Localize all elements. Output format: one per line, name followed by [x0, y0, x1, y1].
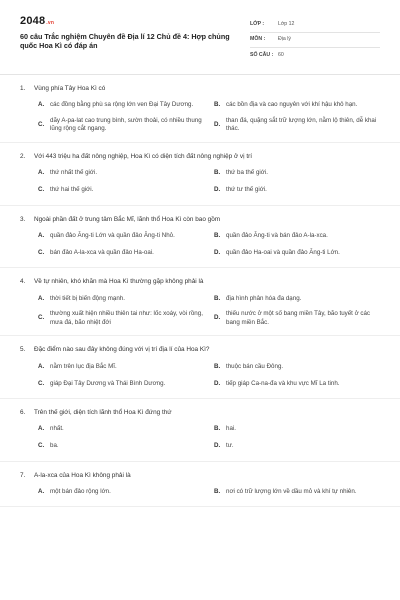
option-letter: D. [214, 186, 221, 194]
header-left [20, 14, 240, 72]
option-text: nằm trên lục địa Bắc Mĩ. [50, 362, 117, 370]
meta-value: 60 [278, 51, 284, 58]
option-text: quần đảo Ăng-ti và bán đảo A-la-xca. [226, 231, 328, 239]
option-letter: C. [38, 379, 45, 387]
answer-option[interactable] [38, 361, 204, 373]
answer-option[interactable] [214, 100, 380, 112]
option-letter: A. [38, 232, 45, 240]
answer-options [20, 230, 380, 259]
answer-option[interactable] [38, 378, 204, 390]
question-list [20, 75, 380, 507]
answer-option[interactable] [214, 486, 380, 498]
question-item [0, 336, 400, 399]
question-text: Đặc điểm nào sau đây không đúng với vị trí địa lí của Hoa Kì? [34, 346, 210, 354]
option-text: một bán đảo rộng lớn. [50, 487, 111, 495]
question-number: 1. [20, 85, 26, 92]
answer-option[interactable] [38, 117, 204, 134]
option-letter: A. [38, 294, 45, 302]
question-number: 7. [20, 471, 26, 479]
option-letter: A. [38, 425, 45, 433]
meta-key: MÔN : [250, 36, 266, 43]
option-text: tư. [226, 442, 234, 450]
question-text: Ngoài phần đất ở trung tâm Bắc Mĩ, lãnh thổ Hoa Kì còn bao gồm [34, 215, 221, 223]
question-text: Trên thế giới, diện tích lãnh thổ Hoa Kì đứng thứ [34, 408, 172, 416]
question-stem [20, 472, 380, 481]
option-letter: B. [214, 487, 221, 495]
question-item [0, 399, 400, 462]
question-stem [20, 153, 380, 162]
answer-option[interactable] [214, 230, 380, 242]
meta-row [250, 18, 380, 33]
option-text: nhất. [50, 425, 64, 433]
answer-options [20, 486, 380, 498]
option-letter: B. [214, 169, 221, 177]
question-stem [20, 85, 380, 94]
option-letter: D. [214, 442, 221, 450]
question-number: 5. [20, 346, 26, 354]
question-text: Vùng phía Tây Hoa Kì có [34, 85, 106, 92]
option-text: thứ ba thế giới. [226, 169, 268, 177]
option-text: bán đảo A-la-xca và quần đảo Ha-oai. [50, 248, 154, 256]
answer-option[interactable] [214, 441, 380, 453]
question-number: 3. [20, 215, 26, 223]
answer-option[interactable] [38, 230, 204, 242]
answer-option[interactable] [214, 117, 380, 134]
option-text: thiếu nước ở một số bang miền Tây, bão tuyết ở các bang miền Bắc. [226, 309, 371, 326]
answer-option[interactable] [38, 247, 204, 259]
option-text: giáp Đại Tây Dương và Thái Bình Dương. [50, 379, 166, 387]
answer-option[interactable] [38, 100, 204, 112]
answer-option[interactable] [38, 441, 204, 453]
option-letter: B. [214, 101, 221, 109]
option-text: các đồng bằng phù sa rộng lớn ven Đại Tây Dương. [50, 101, 194, 109]
logo-suffix: .vn [46, 20, 55, 26]
answer-option[interactable] [38, 424, 204, 436]
option-text: quần đảo Ăng-ti Lớn và quần đảo Ăng-ti Nhỏ. [50, 231, 175, 239]
answer-options [20, 424, 380, 453]
meta-key: SỐ CÂU : [250, 51, 274, 58]
question-stem [20, 278, 380, 287]
option-text: thứ tư thế giới. [226, 186, 267, 194]
option-text: tiếp giáp Ca-na-đa và khu vực Mĩ La tinh. [226, 379, 340, 387]
question-stem [20, 216, 380, 225]
option-text: thứ hai thế giới. [50, 186, 94, 194]
option-letter: D. [214, 379, 221, 387]
document-meta [250, 18, 380, 72]
document-header [20, 14, 380, 72]
answer-options [20, 168, 380, 197]
option-letter: B. [214, 294, 221, 302]
answer-option[interactable] [214, 168, 380, 180]
option-text: dãy A-pa-lat cao trung bình, sườn thoải, có nhiều thung lũng rộng cắt ngang. [50, 116, 202, 133]
option-text: thời tiết bị biến động mạnh. [50, 294, 125, 302]
question-number: 4. [20, 278, 26, 286]
option-letter: D. [214, 314, 221, 322]
option-text: nơi có trữ lượng lớn về dầu mỏ và khí tự nhiên. [226, 487, 357, 495]
answer-options [20, 293, 380, 327]
answer-option[interactable] [38, 185, 204, 197]
option-letter: A. [38, 169, 45, 177]
question-text: Về tự nhiên, khó khăn mà Hoa Kì thường gặp không phải là [34, 278, 204, 286]
option-letter: A. [38, 101, 45, 109]
answer-option[interactable] [38, 310, 204, 327]
answer-option[interactable] [214, 185, 380, 197]
option-text: quần đảo Ha-oai và quần đảo Ăng-ti Lớn. [226, 248, 340, 256]
answer-option[interactable] [214, 361, 380, 373]
logo-main: 2048 [20, 15, 46, 27]
option-text: ba. [50, 442, 59, 450]
option-text: thuộc bán cầu Đông. [226, 362, 284, 370]
meta-value: Địa lý [278, 36, 291, 43]
answer-option[interactable] [214, 424, 380, 436]
answer-option[interactable] [38, 486, 204, 498]
option-letter: C. [38, 186, 45, 194]
option-letter: B. [214, 362, 221, 370]
question-item [0, 268, 400, 336]
option-text: địa hình phân hóa đa dạng. [226, 294, 302, 302]
option-letter: D. [214, 121, 221, 129]
option-text: thường xuất hiện nhiều thiên tai như: lốc xoáy, vòi rồng, mưa đá, bão nhiệt đới [50, 309, 203, 326]
answer-option[interactable] [214, 293, 380, 305]
answer-option[interactable] [38, 168, 204, 180]
question-number: 2. [20, 152, 26, 160]
question-item [0, 143, 400, 206]
meta-key: LỚP : [250, 21, 265, 28]
answer-option[interactable] [38, 293, 204, 305]
option-letter: B. [214, 425, 221, 433]
option-letter: A. [38, 487, 45, 495]
option-text: các bồn địa và cao nguyên với khí hậu khô hạn. [226, 101, 358, 109]
site-logo[interactable] [20, 14, 240, 29]
meta-value: Lớp 12 [278, 21, 295, 28]
option-text: thứ nhất thế giới. [50, 169, 98, 177]
answer-options [20, 100, 380, 134]
meta-row [250, 33, 380, 48]
question-stem [20, 409, 380, 418]
question-stem [20, 346, 380, 355]
option-letter: C. [38, 314, 45, 322]
question-item [0, 206, 400, 269]
option-text: hai. [226, 425, 236, 433]
question-number: 6. [20, 408, 26, 416]
answer-option[interactable] [214, 247, 380, 259]
meta-row [250, 48, 380, 63]
option-letter: C. [38, 249, 45, 257]
question-item [0, 462, 400, 508]
option-letter: C. [38, 442, 45, 450]
document-title: 60 câu Trắc nghiệm Chuyên đề Địa lí 12 Chủ đề 4: Hợp chủng quốc Hoa Kì có đáp án [20, 31, 230, 51]
option-letter: C. [38, 121, 45, 129]
question-item [0, 75, 400, 143]
answer-option[interactable] [214, 310, 380, 327]
option-letter: B. [214, 232, 221, 240]
question-text: Với 443 triệu ha đất nông nghiệp, Hoa Kì có diện tích đất nông nghiệp ở vị trí [34, 152, 252, 160]
question-text: A-la-xca của Hoa Kì không phải là [34, 471, 131, 479]
option-text: than đá, quặng sắt trữ lượng lớn, nằm lộ thiên, dễ khai thác. [226, 116, 377, 133]
answer-option[interactable] [214, 378, 380, 390]
option-letter: A. [38, 362, 45, 370]
option-letter: D. [214, 249, 221, 257]
answer-options [20, 361, 380, 390]
